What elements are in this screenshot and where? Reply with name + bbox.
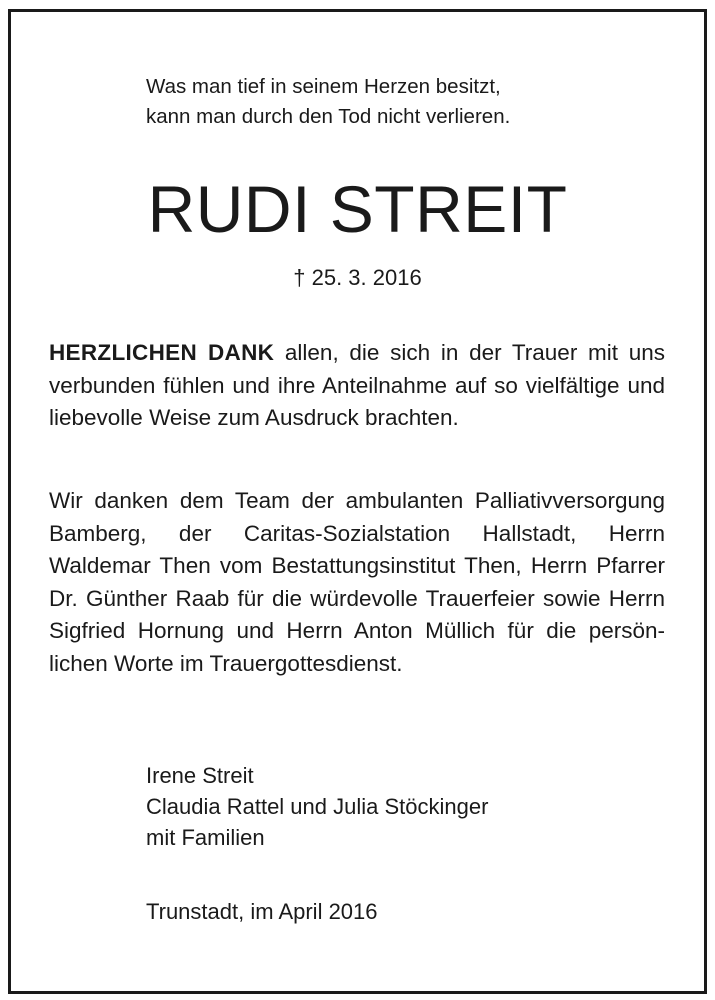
deceased-name: RUDI STREIT [147, 172, 568, 246]
signers-list [146, 760, 488, 853]
thanks-text: allen, die sich in der Trauer mit uns verbunden fühlen und ihre Anteilnahme auf so vielfältige und liebevolle Weise zum Ausdruck brachten. [49, 340, 665, 430]
motto-line-1: Was man tief in seinem Herzen besitzt, [146, 75, 501, 98]
place-date: Trunstadt, im April 2016 [146, 899, 378, 924]
motto-quote [146, 72, 510, 132]
signer-line: mit Familien [146, 825, 265, 850]
acknowledgement-paragraph: Wir danken dem Team der ambulanten Palliativversorgung Bamberg, der Caritas-Sozialstation Hallstadt, Herrn Waldemar Then vom Bestattungsinstitut Then, Herrn Pfarrer Dr. Günther Raab für die würdevolle Trauerfeier sowie Herrn Sigfried Hornung und Herrn Anton Müllich für die persönlichen Worte im Trauergottesdienst. [49, 488, 665, 676]
signer-line: Claudia Rattel und Julia Stöckinger [146, 794, 489, 819]
motto-line-2: kann man durch den Tod nicht verlieren. [146, 105, 511, 128]
thanks-lead: HERZLICHEN DANK [49, 340, 275, 365]
signer-line: Irene Streit [146, 763, 254, 788]
thanks-paragraph [49, 337, 665, 435]
death-date: † 25. 3. 2016 [293, 265, 422, 290]
